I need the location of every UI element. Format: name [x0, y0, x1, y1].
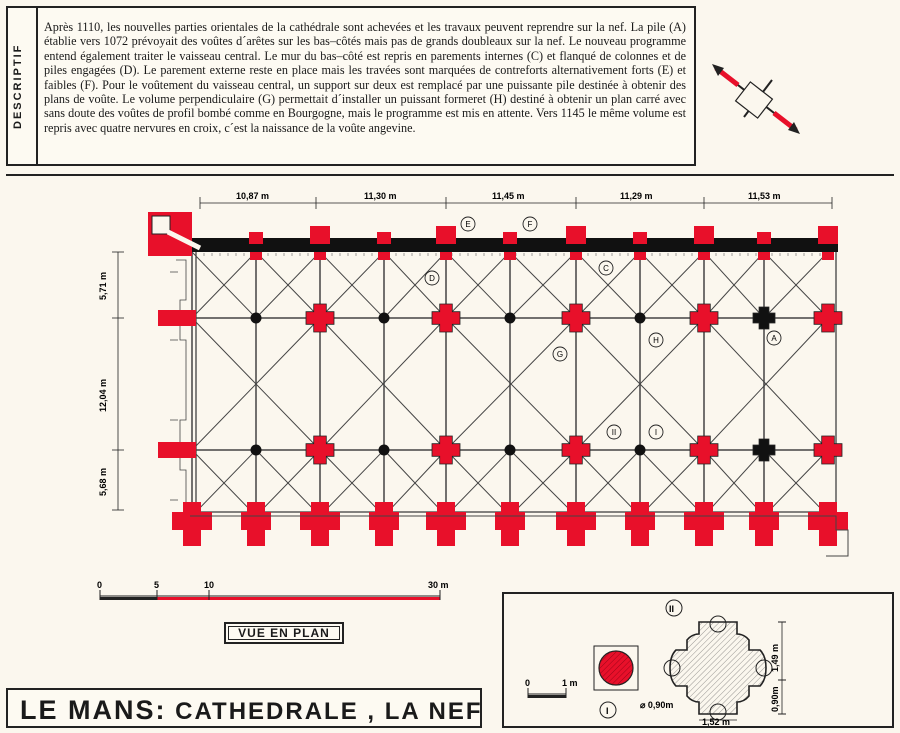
orientation-symbol-icon	[712, 64, 800, 134]
north-respond	[440, 252, 452, 260]
aisle-width-south: 5,68 m	[98, 467, 108, 496]
north-respond	[378, 252, 390, 260]
vault-ribs	[192, 252, 836, 516]
north-buttress	[694, 226, 714, 244]
nave-width: 12,04 m	[98, 378, 108, 412]
west-respond	[158, 442, 196, 458]
south-buttress-spur	[755, 502, 773, 546]
south-buttress-spur	[247, 502, 265, 546]
scale-tick-30: 30 m	[428, 580, 449, 590]
title-city: LE MANS	[20, 695, 156, 725]
south-buttress-spur	[567, 502, 585, 546]
scale-tick-5: 5	[154, 580, 160, 590]
south-buttress-spur	[437, 502, 455, 546]
title-subject: CATHEDRALE , LA NEF	[175, 698, 483, 725]
pier-detail-box	[502, 592, 894, 728]
north-respond	[570, 252, 582, 260]
column-pier	[505, 445, 516, 456]
callout-label: C	[603, 264, 609, 273]
callout-label: H	[653, 336, 659, 345]
callout-label: E	[465, 220, 471, 229]
bay-width-2: 11,30 m	[364, 191, 397, 201]
north-respond	[822, 252, 834, 260]
page-title	[20, 695, 483, 726]
bay-width-1: 10,87 m	[236, 191, 270, 201]
detail-scale-1: 1 m	[562, 678, 578, 688]
north-respond	[698, 252, 710, 260]
scale-tick-0: 0	[97, 580, 103, 590]
aisle-width-north: 5,71 m	[98, 271, 108, 300]
west-facade	[170, 260, 186, 520]
column-pier	[635, 445, 646, 456]
north-respond	[758, 252, 770, 260]
callout-label: A	[771, 334, 777, 343]
column-pier	[251, 313, 262, 324]
column-pier	[379, 445, 390, 456]
north-respond	[250, 252, 262, 260]
north-buttress	[310, 226, 330, 244]
pier-label-ii: II	[669, 604, 675, 614]
north-buttress	[249, 232, 263, 244]
south-buttress-spur	[375, 502, 393, 546]
scale-bar	[100, 590, 440, 600]
callout-label: II	[611, 428, 617, 437]
description-label: DESCRIPTIF	[12, 43, 24, 129]
title-separator: :	[155, 695, 167, 725]
north-respond	[504, 252, 516, 260]
north-buttress	[633, 232, 647, 244]
south-buttress-spur	[183, 502, 201, 546]
bay-width-4: 11,29 m	[620, 191, 653, 201]
callout-label: I	[654, 428, 658, 437]
description-text: Après 1110, les nouvelles parties orientales de la cathédrale sont achevées et les travaux peuvent reprendre sur la nef. La pile (A) établie vers 1072 prévoyait des voûtes d´arêtes sur les bas–côtés mais pas de grands doubleaux sur la nef. Le nouveau programme entend également traiter le vaisseau central. Le mur du bas–côté est repris en parements internes (C) et flanqué de colonnes et de piles engagées (D). Le parement externe reste en place mais les travées sont marquées de contreforts alternativement forts (E) et faibles (F). Pour le voûtement du vaisseau central, un support sur deux est remplacé par une puissante pile destinée à obtenir des plans de voûte. Le volume perpendiculaire (G) permettait d´installer un puissant formeret (H) destiné à obtenir un plan carré avec sans doute des voûtes de profil bombé comme en Bourgogne, mais le programme est mis en attente. Vers 1145 le même volume est repris avec quatre nervures en croix, c´est la naissance de la voûte angevine.	[44, 20, 686, 135]
column-pier	[251, 445, 262, 456]
south-buttress-spur	[631, 502, 649, 546]
north-buttress	[566, 226, 586, 244]
pier-dim-i: ⌀ 0,90m	[640, 700, 674, 710]
north-respond	[634, 252, 646, 260]
column-pier	[379, 313, 390, 324]
pier-section-ii	[670, 622, 766, 714]
west-respond	[158, 310, 196, 326]
pier-dim-ii-width: 1,52 m	[702, 717, 731, 726]
north-buttress	[757, 232, 771, 244]
south-buttress-spur	[501, 502, 519, 546]
south-buttress-spur	[819, 502, 837, 546]
pier-dim-ii-height: 1,49 m	[770, 643, 780, 672]
column-pier	[505, 313, 516, 324]
north-buttress	[377, 232, 391, 244]
callout-label: D	[429, 274, 435, 283]
scale-tick-10: 10	[204, 580, 215, 590]
north-buttress	[503, 232, 517, 244]
column-pier	[635, 313, 646, 324]
south-buttress-spur	[695, 502, 713, 546]
view-label: VUE EN PLAN	[224, 622, 344, 644]
title-box	[6, 688, 482, 728]
left-dimension-line	[112, 252, 124, 510]
north-buttress	[436, 226, 456, 244]
south-buttress-spur	[311, 502, 329, 546]
detail-scale-0: 0	[525, 678, 531, 688]
bay-width-3: 11,45 m	[492, 191, 525, 201]
north-buttress	[818, 226, 838, 244]
callout-label: F	[527, 220, 533, 229]
north-respond	[314, 252, 326, 260]
bay-width-5: 11,53 m	[748, 191, 781, 201]
callout-label: G	[556, 350, 564, 359]
pier-detail-drawing	[504, 594, 892, 726]
pier-dim-ii-core: 0,90m	[770, 686, 780, 712]
pier-label-i: I	[606, 706, 609, 716]
